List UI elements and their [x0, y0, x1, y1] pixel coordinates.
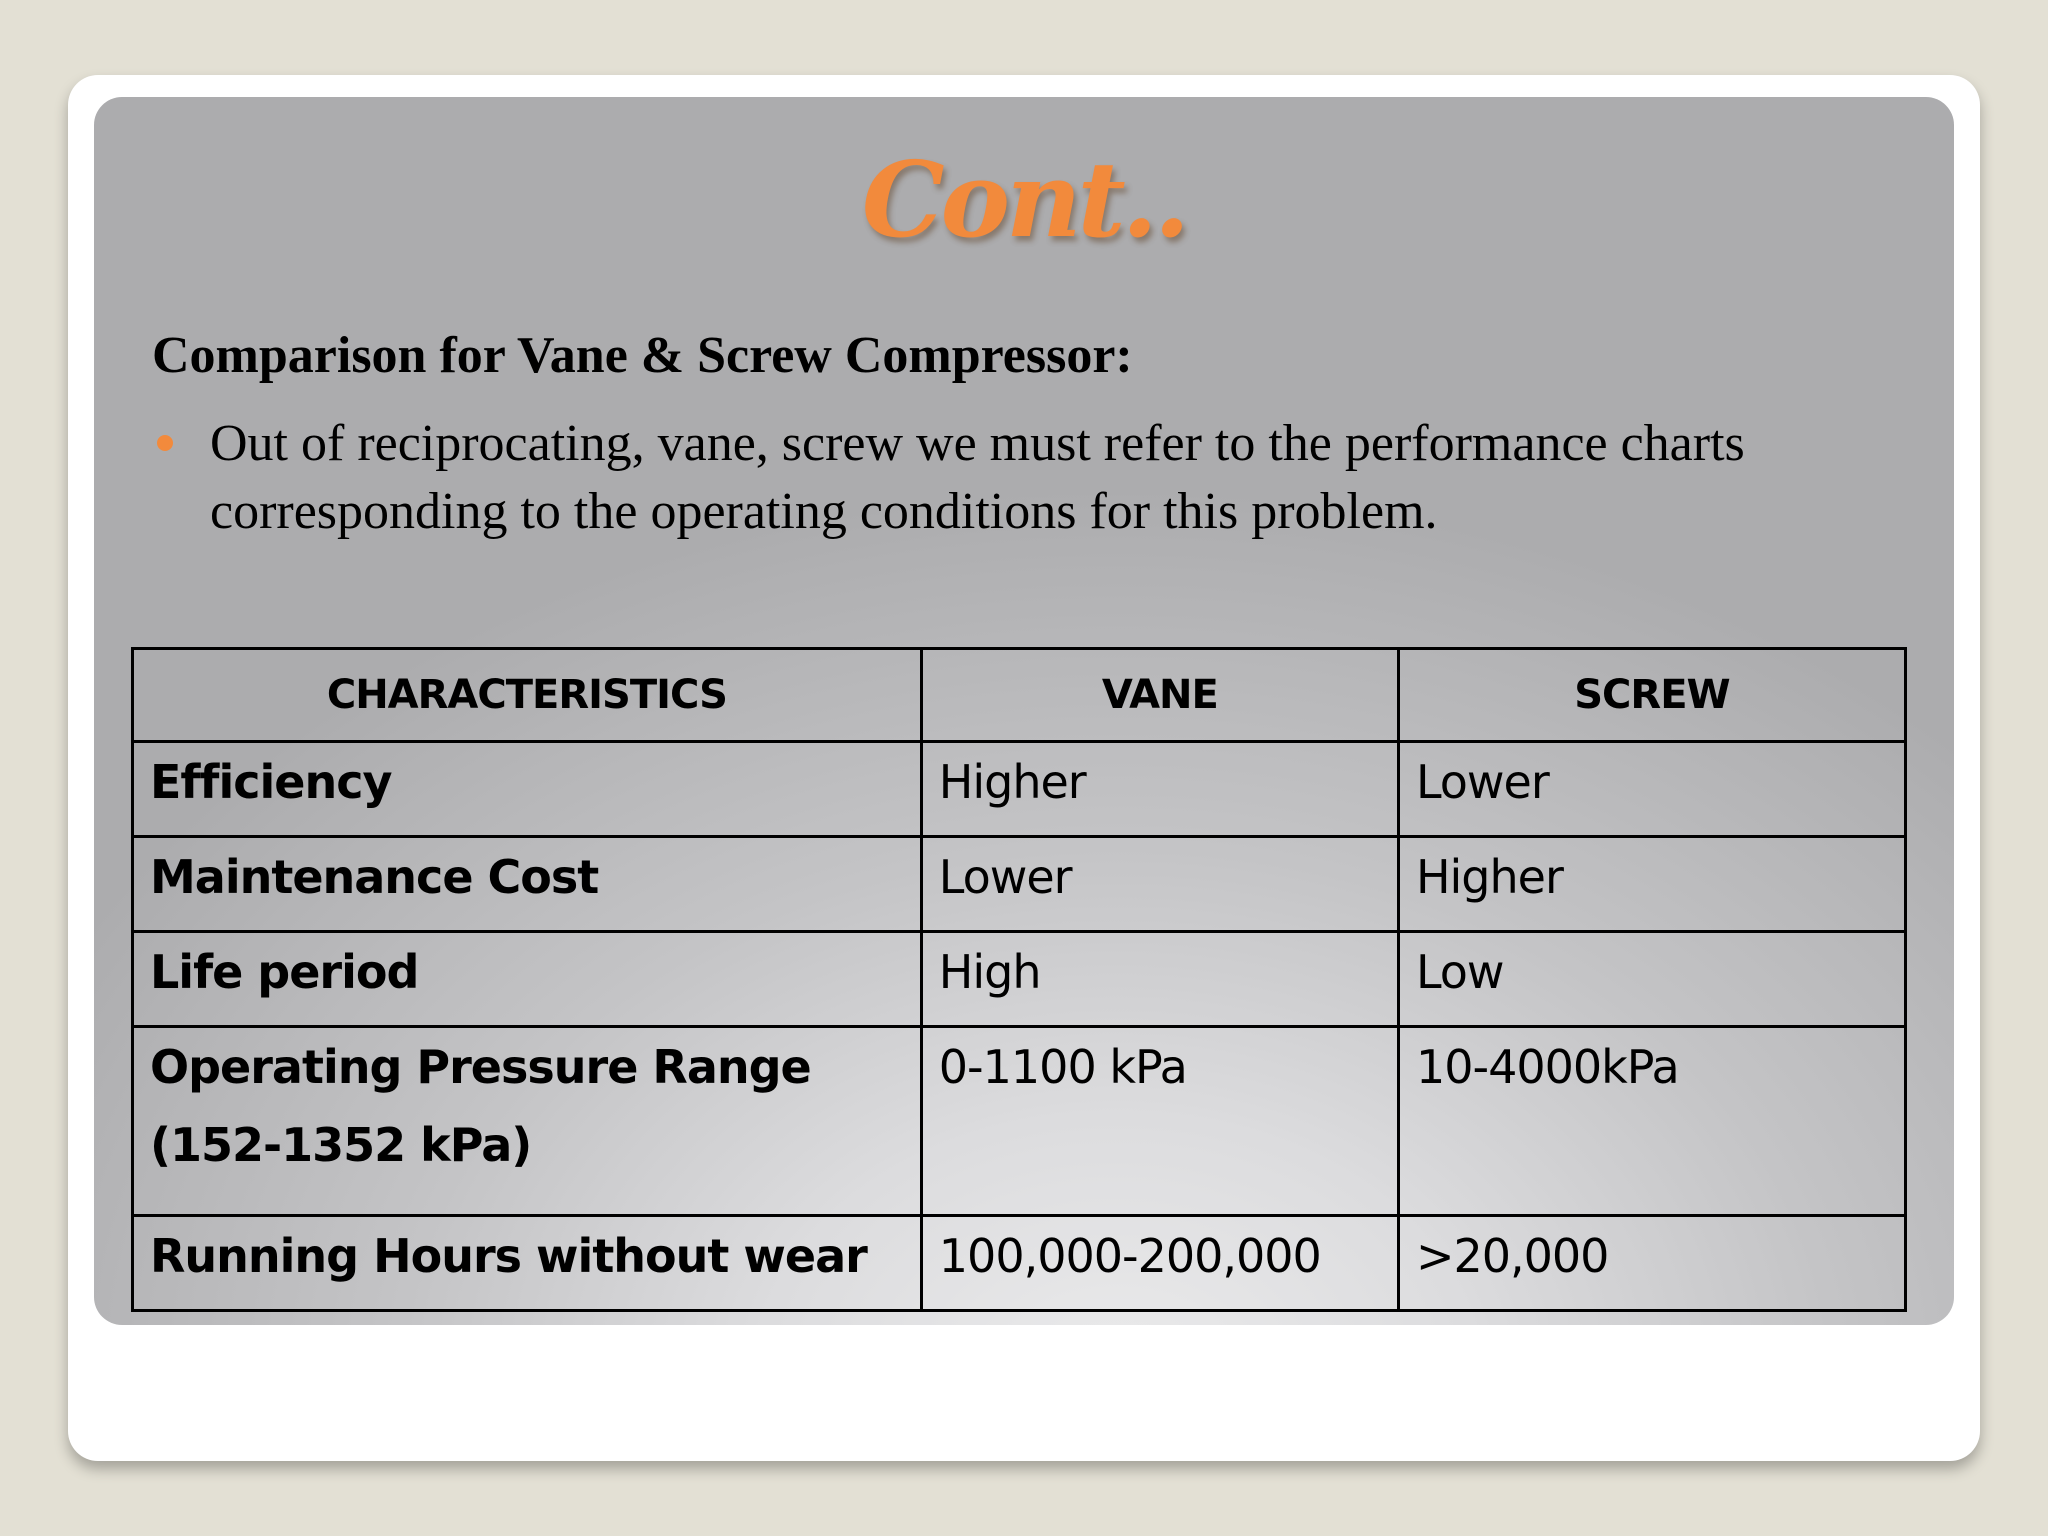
screw-cell: Higher: [1398, 837, 1905, 932]
characteristic-cell: Life period: [133, 932, 922, 1027]
header-screw: SCREW: [1398, 649, 1905, 742]
header-characteristics: CHARACTERISTICS: [133, 649, 922, 742]
bullet-dot-icon: [157, 435, 173, 451]
characteristic-cell: Maintenance Cost: [133, 837, 922, 932]
vane-cell: High: [921, 932, 1398, 1027]
vane-cell: Higher: [921, 742, 1398, 837]
slide-title: Cont..: [861, 138, 1187, 261]
screw-cell: Lower: [1398, 742, 1905, 837]
characteristic-cell: Efficiency: [133, 742, 922, 837]
vane-cell: 100,000-200,000: [921, 1216, 1398, 1311]
characteristic-cell: Operating Pressure Range (152-1352 kPa): [133, 1027, 922, 1216]
screw-cell: 10-4000kPa: [1398, 1027, 1905, 1216]
screw-cell: >20,000: [1398, 1216, 1905, 1311]
vane-cell: Lower: [921, 837, 1398, 932]
table-row: [133, 1216, 1906, 1311]
table-row: [133, 1027, 1906, 1216]
comparison-table: [131, 647, 1907, 1312]
bullet-item: [152, 410, 1902, 546]
characteristic-cell: Running Hours without wear: [133, 1216, 922, 1311]
table-row: [133, 742, 1906, 837]
table-row: [133, 932, 1906, 1027]
table-header-row: [133, 649, 1906, 742]
section-heading: Comparison for Vane & Screw Compressor:: [152, 327, 1133, 384]
vane-cell: 0-1100 kPa: [921, 1027, 1398, 1216]
screw-cell: Low: [1398, 932, 1905, 1027]
bullet-text: Out of reciprocating, vane, screw we must refer to the performance charts corresponding to the operating conditions for this problem.: [210, 415, 1745, 540]
table-row: [133, 837, 1906, 932]
header-vane: VANE: [921, 649, 1398, 742]
